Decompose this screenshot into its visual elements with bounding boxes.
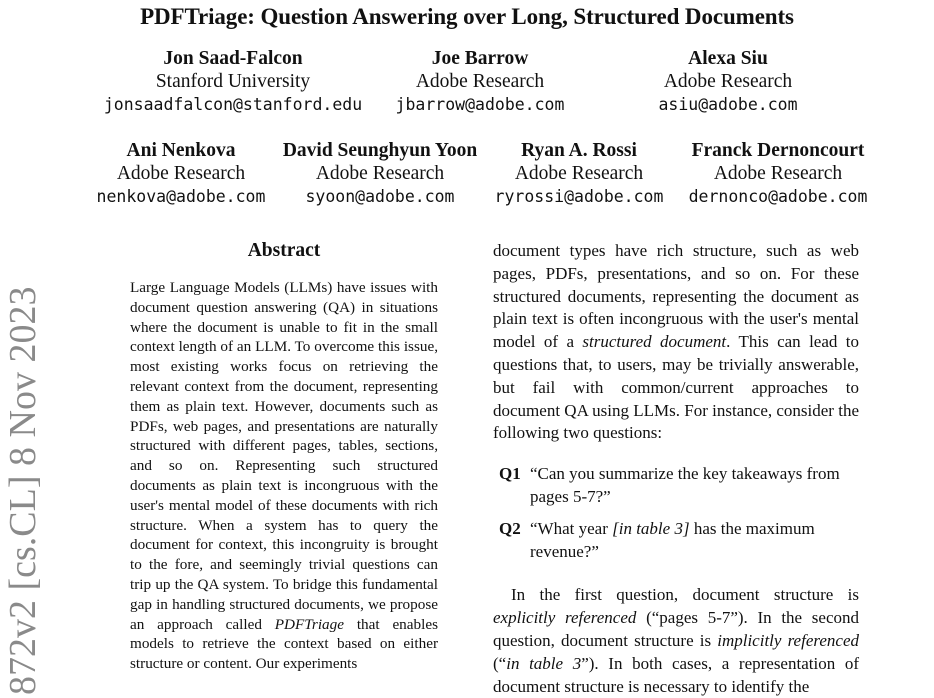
author-email[interactable]: nenkova@adobe.com: [96, 187, 266, 206]
author-block: [628, 139, 928, 208]
body-text: In the first question, document structure is: [511, 585, 859, 605]
question-item: [493, 463, 859, 509]
arxiv-stamp: 872v2 [cs.CL] 8 Nov 2023: [2, 286, 44, 695]
abstract-heading: Abstract: [247, 240, 321, 261]
paper-title: PDFTriage: Question Answering over Long, Structured Documents: [140, 4, 794, 29]
author-affiliation: Adobe Research: [514, 163, 644, 184]
author-affiliation: Adobe Research: [663, 71, 793, 92]
body-emphasis: implicitly referenced: [717, 630, 859, 650]
author-affiliation: Adobe Research: [315, 163, 445, 184]
body-text: ”). In both cases, a representation of document structure is necessary to identify the: [493, 653, 859, 696]
body-emphasis: structured document: [582, 332, 727, 352]
author-affiliation: Adobe Research: [713, 163, 843, 184]
author-name: Joe Barrow: [431, 48, 529, 69]
abstract-paragraph: [130, 278, 438, 674]
body-column: [493, 240, 859, 698]
abstract-text: that enables models to retrieve the context based on either structure or content. Our experiments: [130, 615, 438, 673]
question-label: Q2: [499, 518, 521, 538]
author-email[interactable]: jbarrow@adobe.com: [395, 95, 565, 114]
author-name: Jon Saad-Falcon: [163, 48, 303, 69]
author-name: Franck Dernoncourt: [691, 140, 865, 161]
author-affiliation: Adobe Research: [116, 163, 246, 184]
body-text: . This can lead to questions that, to users, may be trivially answerable, but fail with common/current approaches to document QA using LLMs. For instance, consider the following two questions:: [493, 332, 860, 443]
body-paragraph: [493, 240, 859, 445]
body-text: (“: [493, 653, 507, 673]
question-text: has the maximum revenue?”: [530, 518, 815, 561]
body-text: (“pages 5-7”). In the second question, document structure is: [493, 608, 859, 650]
author-name: Ani Nenkova: [126, 140, 236, 161]
author-name: Ryan A. Rossi: [521, 140, 637, 161]
question-label: Q1: [499, 464, 521, 484]
body-emphasis: explicitly referenced: [493, 608, 637, 628]
author-email[interactable]: asiu@adobe.com: [658, 95, 798, 114]
author-email[interactable]: syoon@adobe.com: [305, 187, 455, 206]
question-item: [493, 518, 859, 564]
author-email[interactable]: dernonco@adobe.com: [688, 187, 868, 206]
abstract-text: Large Language Models (LLMs) have issues with document question answering (QA) in situations where the document is unable to fit in the small context length of an LLM. To overcome this issue, most existing works focus on retrieving the relevant context from the document, representing them as plain text. However, documents such as PDFs, web pages, and presentations are naturally structured with different pages, tables, sections, and so on. Representing such structured documents as plain text is incongruous with the user's mental model of these documents with rich structure. When a system has to query the document for context, this incongruity is brought to the fore, and seemingly trivial questions can trip up the QA system. To bridge this fundamental gap in handling structured documents, we propose an approach called: [130, 279, 438, 633]
author-email[interactable]: ryrossi@adobe.com: [494, 187, 664, 206]
question-text: “What year: [530, 518, 613, 538]
question-emphasis: [in table 3]: [612, 518, 690, 538]
abstract-body: [130, 278, 438, 674]
method-name: PDFTriage: [274, 615, 344, 633]
author-name: David Seunghyun Yoon: [282, 140, 478, 161]
author-block: [578, 47, 878, 116]
author-email[interactable]: jonsaadfalcon@stanford.edu: [103, 95, 363, 114]
author-name: Alexa Siu: [688, 48, 768, 69]
question-text: “Can you summarize the key takeaways from pages 5-7?”: [530, 464, 840, 506]
body-text: document types have rich structure, such as web pages, PDFs, presentations, and so on. For these structured documents, representing the document as plain text is often incongruous with the user's mental model of a: [493, 241, 859, 352]
body-paragraph: [493, 584, 859, 698]
author-affiliation: Stanford University: [155, 71, 311, 92]
author-affiliation: Adobe Research: [415, 71, 545, 92]
body-emphasis: in table 3: [506, 653, 582, 673]
